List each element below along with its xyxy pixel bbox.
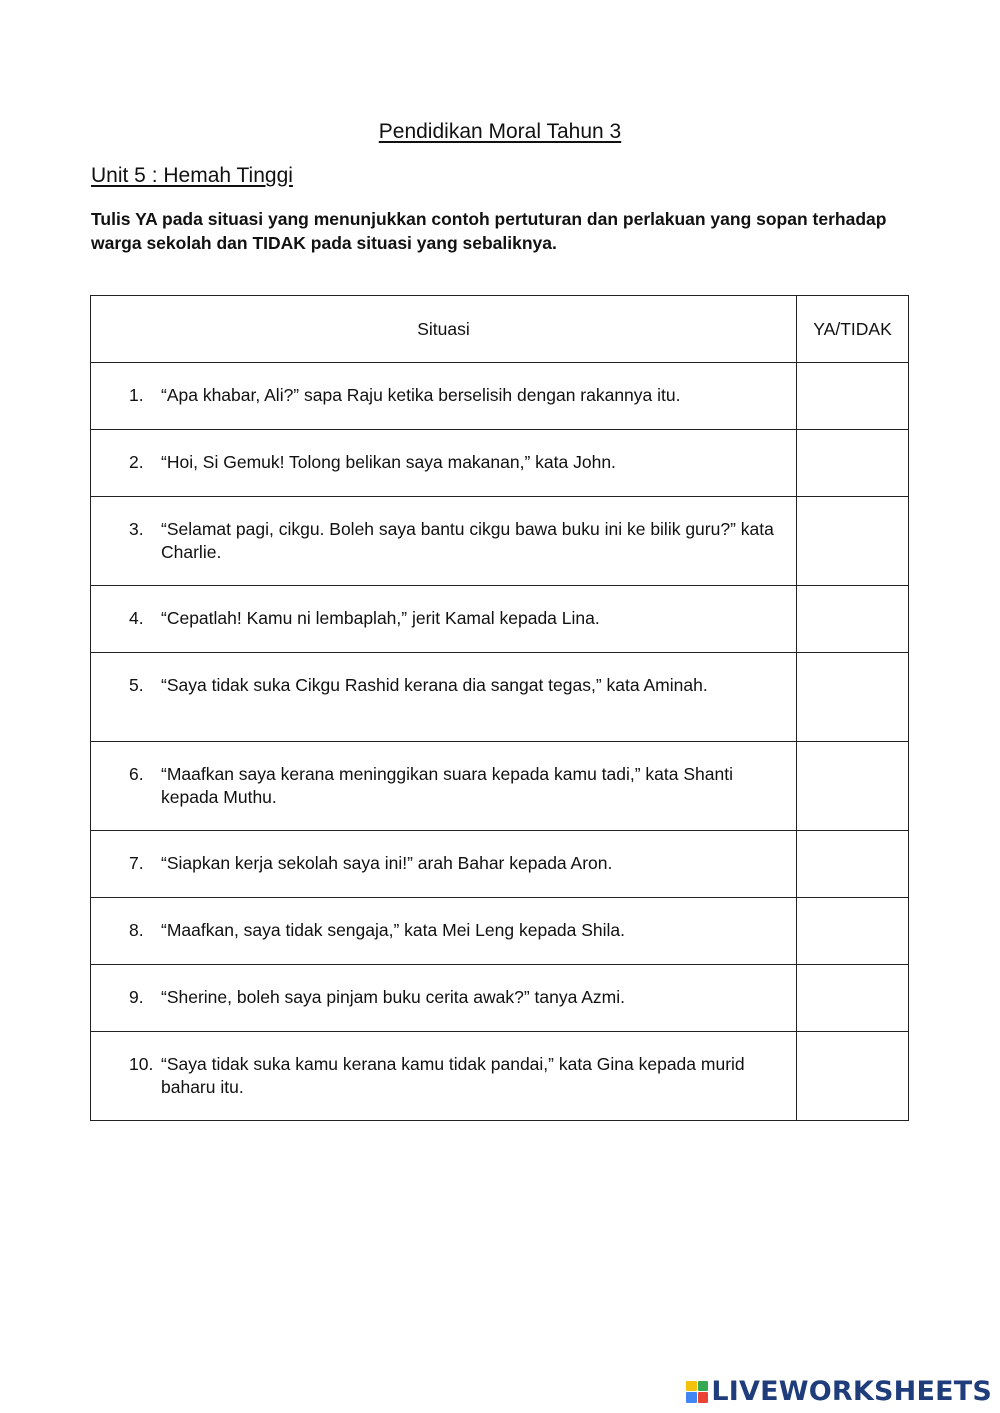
page-title: Pendidikan Moral Tahun 3 [378, 120, 622, 143]
table-row [91, 363, 909, 430]
watermark-text: LIVEWORKSHEETS [711, 1376, 992, 1407]
item-number: 4. [129, 608, 144, 628]
item-number: 6. [129, 764, 144, 784]
situation-cell [91, 1032, 797, 1121]
situation-text: “Saya tidak suka Cikgu Rashid kerana dia sangat tegas,” kata Aminah. [161, 675, 708, 695]
instruction-text: Tulis YA pada situasi yang menunjukkan contoh pertuturan dan perlakuan yang sopan terhadap warga sekolah dan TIDAK pada situasi yang sebaliknya. [91, 209, 887, 253]
table-row [91, 1032, 909, 1121]
situation-text: “Saya tidak suka kamu kerana kamu tidak pandai,” kata Gina kepada murid baharu itu. [161, 1054, 745, 1097]
item-number: 2. [129, 452, 144, 472]
logo-square-red [698, 1392, 709, 1403]
table-row [91, 430, 909, 497]
situation-cell [91, 586, 797, 653]
table-row [91, 586, 909, 653]
header-situasi: Situasi [91, 296, 797, 363]
situation-text: “Selamat pagi, cikgu. Boleh saya bantu cikgu bawa buku ini ke bilik guru?” kata Charlie. [161, 519, 774, 562]
answer-cell[interactable] [797, 586, 909, 653]
answer-cell[interactable] [797, 430, 909, 497]
situation-text: “Apa khabar, Ali?” sapa Raju ketika berselisih dengan rakannya itu. [161, 385, 681, 405]
logo-square-blue [686, 1392, 697, 1403]
item-number: 9. [129, 987, 144, 1007]
answer-cell[interactable] [797, 742, 909, 831]
answer-cell[interactable] [797, 1032, 909, 1121]
table-row [91, 497, 909, 586]
situation-cell [91, 965, 797, 1032]
item-number: 1. [129, 385, 144, 405]
table-row [91, 742, 909, 831]
answer-cell[interactable] [797, 653, 909, 742]
situation-cell [91, 898, 797, 965]
item-number: 10. [129, 1054, 154, 1074]
answer-cell[interactable] [797, 497, 909, 586]
table-header-row [91, 296, 909, 363]
item-number: 5. [129, 675, 144, 695]
answer-cell[interactable] [797, 831, 909, 898]
liveworksheets-logo-icon [686, 1381, 708, 1403]
situation-cell [91, 831, 797, 898]
header-ya-tidak: YA/TIDAK [797, 296, 909, 363]
situation-cell [91, 653, 797, 742]
table-row [91, 965, 909, 1032]
logo-square-yellow [686, 1381, 697, 1392]
situation-cell [91, 363, 797, 430]
answer-cell[interactable] [797, 898, 909, 965]
logo-square-green [698, 1381, 709, 1392]
answer-cell[interactable] [797, 965, 909, 1032]
item-number: 8. [129, 920, 144, 940]
liveworksheets-watermark [686, 1376, 992, 1407]
item-number: 3. [129, 519, 144, 539]
table-row [91, 898, 909, 965]
situation-cell [91, 430, 797, 497]
situation-text: “Siapkan kerja sekolah saya ini!” arah Bahar kepada Aron. [161, 853, 613, 873]
situation-text: “Maafkan saya kerana meninggikan suara kepada kamu tadi,” kata Shanti kepada Muthu. [161, 764, 733, 807]
situation-text: “Maafkan, saya tidak sengaja,” kata Mei Leng kepada Shila. [161, 920, 626, 940]
situation-text: “Hoi, Si Gemuk! Tolong belikan saya makanan,” kata John. [161, 452, 616, 472]
table-row [91, 831, 909, 898]
situation-text: “Cepatlah! Kamu ni lembaplah,” jerit Kamal kepada Lina. [161, 608, 600, 628]
unit-title: Unit 5 : Hemah Tinggi [91, 164, 293, 187]
table-row [91, 653, 909, 742]
situation-text: “Sherine, boleh saya pinjam buku cerita awak?” tanya Azmi. [161, 987, 625, 1007]
situation-table [90, 295, 909, 1121]
situation-cell [91, 497, 797, 586]
situation-cell [91, 742, 797, 831]
answer-cell[interactable] [797, 363, 909, 430]
item-number: 7. [129, 853, 144, 873]
